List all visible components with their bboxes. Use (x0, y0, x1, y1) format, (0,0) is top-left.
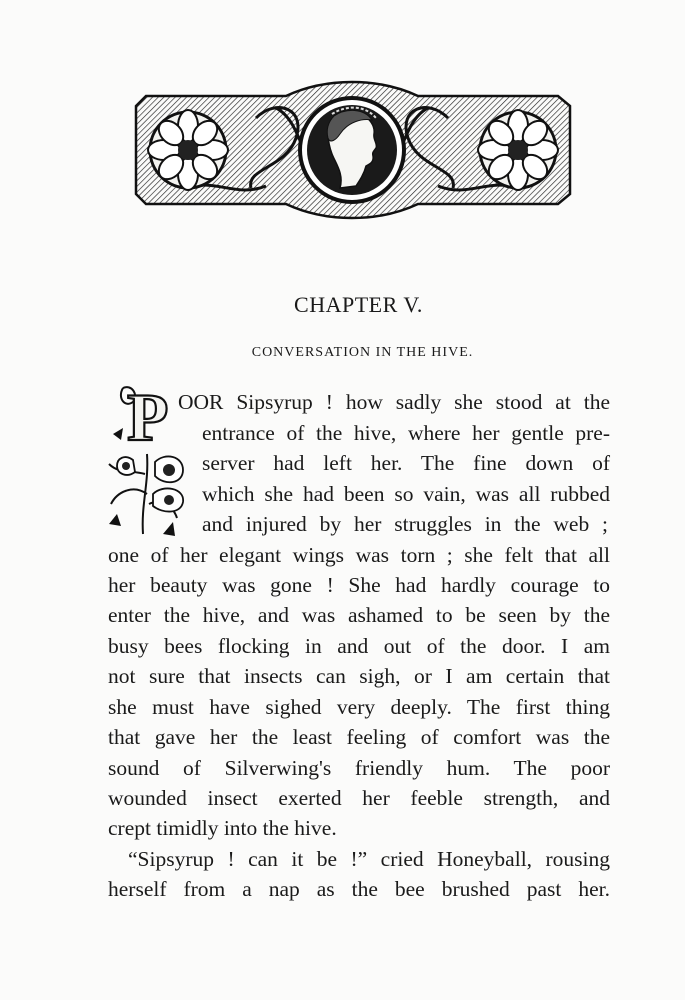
text-line: she must have sighed very deeply. The first thing (108, 695, 610, 719)
text-line: enter the hive, and was ashamed to be seen by the (108, 603, 610, 627)
text-line: one of her elegant wings was torn ; she felt that all (108, 543, 610, 567)
text-line: busy bees flocking in and out of the door. I am (108, 634, 610, 658)
text-line: which she had been so vain, was all rubbed (202, 482, 610, 506)
chapter-heading: CHAPTER V. (294, 292, 423, 317)
text-line: sound of Silverwing's friendly hum. The poor (108, 756, 610, 780)
text-line: crept timidly into the hive. (108, 816, 337, 840)
dropcap-letter: P (127, 379, 169, 455)
text-line: OOR Sipsyrup ! how sadly she stood at the (178, 390, 610, 414)
text-line: entrance of the hive, where her gentle pre- (202, 421, 610, 445)
chapter-title: CONVERSATION IN THE HIVE. (251, 345, 474, 360)
text-line: and injured by her struggles in the web ; (202, 512, 608, 536)
ornamental-headpiece (126, 78, 578, 222)
portrait-medallion (300, 98, 404, 202)
text-line: that gave her the least feeling of comfort was the (108, 725, 610, 749)
text-line: wounded insect exerted her feeble strength, and (108, 786, 610, 810)
text-line: “Sipsyrup ! can it be !” cried Honeyball, rousing (128, 847, 610, 871)
text-line: not sure that insects can sigh, or I am certain that (108, 664, 610, 688)
text-line: server had left her. The fine down of (202, 451, 610, 475)
text-line: herself from a nap as the bee brushed past her. (108, 877, 610, 901)
text-line: her beauty was gone ! She had hardly courage to (108, 573, 610, 597)
